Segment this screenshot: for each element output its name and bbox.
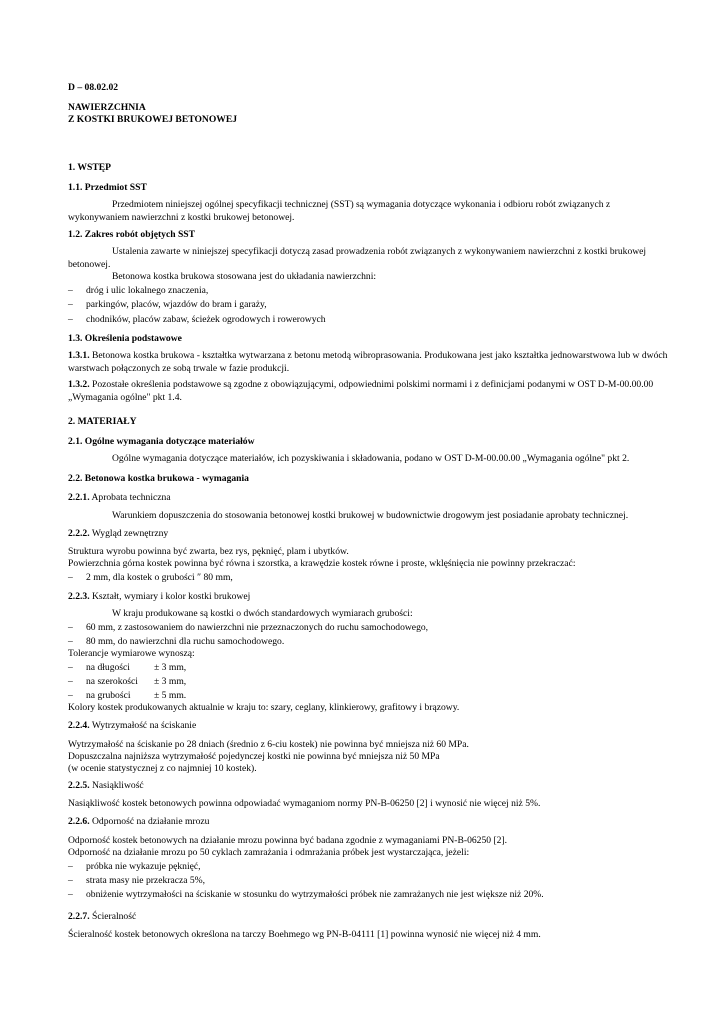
section-heading-1-1: 1.1. Przedmiot SST: [68, 182, 147, 193]
list-dash: –: [68, 314, 73, 325]
paragraph-2-2-4-line-3: (w ocenie statystycznej z co najmniej 10 kostek).: [68, 763, 257, 774]
section-heading-1: 1. WSTĘP: [68, 162, 112, 173]
colors-paragraph: Kolory kostek produkowanych aktualnie w kraju to: szary, ceglany, klinkierowy, grafitowy i brązowy.: [68, 702, 460, 713]
section-heading-2: 2. MATERIAŁY: [68, 416, 137, 427]
paragraph-text: Pozostałe określenia podstawowe są zgodne z obowiązującymi, odpowiednimi polskimi normami i z definicjami podanymi w OST D-M-00.00.00 „Wymagania ogólne" pkt 1.4.: [68, 379, 654, 403]
subsection-number: 2.2.6.: [68, 816, 90, 827]
tolerance-label: na szerokości: [86, 676, 138, 687]
paragraph-2-2-1: Warunkiem dopuszczenia do stosowania betonowej kostki brukowej w budownictwie drogowym jest posiadanie aprobaty technicznej.: [112, 510, 629, 521]
paragraph-2-2-6-line-2: Odporność na działanie mrozu po 50 cyklach zamrażania i odmrażania próbek jest wystarczająca, jeżeli:: [68, 847, 470, 858]
list-dash: –: [68, 285, 73, 296]
section-heading-2-1: 2.1. Ogólne wymagania dotyczące materiałów: [68, 436, 255, 447]
subsection-title: Wytrzymałość na ściskanie: [91, 720, 197, 731]
section-heading-2-2: 2.2. Betonowa kostka brukowa - wymagania: [68, 473, 249, 484]
paragraph-2-1: Ogólne wymagania dotyczące materiałów, ich pozyskiwania i składowania, podano w OST D-M-00.00.00 „Wymagania ogólne" pkt 2.: [112, 453, 630, 464]
list-dash: –: [68, 299, 73, 310]
paragraph-2-2-4-line-2: Dopuszczalna najniższa wytrzymałość pojedynczej kostki nie powinna być mniejsza niż 50 MPa: [68, 751, 440, 762]
tolerance-value: ± 3 mm,: [154, 676, 187, 687]
paragraph-2-2-5: Nasiąkliwość kostek betonowych powinna odpowiadać wymaganiom normy PN-B-06250 [2] i wynosić nie więcej niż 5%.: [68, 798, 541, 809]
subsection-2-2-7-heading: [68, 911, 136, 924]
tolerance-value: ± 5 mm.: [154, 690, 187, 701]
subsection-number: 2.2.7.: [68, 911, 90, 922]
tolerance-intro: Tolerancje wymiarowe wynoszą:: [68, 648, 195, 659]
tolerance-value: ± 3 mm,: [154, 662, 187, 673]
subsection-number: 2.2.2.: [68, 528, 90, 539]
list-item: 60 mm, z zastosowaniem do nawierzchni nie przeznaczonych do ruchu samochodowego,: [86, 622, 429, 633]
paragraph-1-2-intro: Betonowa kostka brukowa stosowana jest do układania nawierzchni:: [112, 271, 377, 282]
section-heading-1-2: 1.2. Zakres robót objętych SST: [68, 229, 196, 240]
list-item: 2 mm, dla kostek o grubości ″ 80 mm,: [86, 572, 233, 583]
subsection-title: Nasiąkliwość: [92, 780, 144, 791]
subsection-2-2-4-heading: [68, 720, 196, 733]
paragraph-2-2-2-line-2: Powierzchnia górna kostek powinna być równa i szorstka, a krawędzie kostek równe i proste, wklęśnięcia nie powinny przekraczać:: [68, 558, 576, 569]
list-dash: –: [68, 889, 73, 900]
subsection-2-2-6-heading: [68, 816, 209, 829]
list-dash: –: [68, 572, 73, 583]
subsection-2-2-1-heading: [68, 492, 171, 505]
list-item: strata masy nie przekracza 5%,: [86, 875, 206, 886]
paragraph-1-2: Ustalenia zawarte w niniejszej specyfikacji dotyczą zasad prowadzenia robót związanych z wykonywaniem nawierzchni z kostki brukowej betonowej.: [68, 246, 647, 270]
list-dash: –: [68, 636, 73, 647]
subsection-title: Odporność na działanie mrozu: [92, 816, 210, 827]
list-dash: –: [68, 690, 73, 701]
tolerance-label: na grubości: [86, 690, 131, 701]
document-title-line-1: NAWIERZCHNIA: [68, 102, 146, 113]
list-dash: –: [68, 662, 73, 673]
subsection-2-2-3-heading: [68, 591, 250, 604]
section-heading-1-3: 1.3. Określenia podstawowe: [68, 333, 182, 344]
subsection-number: 1.3.2.: [68, 379, 90, 390]
list-item: 80 mm, do nawierzchni dla ruchu samochodowego.: [86, 636, 285, 647]
list-item: próbka nie wykazuje pęknięć,: [86, 861, 201, 872]
subsection-number: 2.2.5.: [68, 780, 90, 791]
paragraph-2-2-2-line-1: Struktura wyrobu powinna być zwarta, bez rys, pęknięć, plam i ubytków.: [68, 546, 349, 557]
paragraph-1-3-2: [68, 379, 668, 404]
tolerance-label: na długości: [86, 662, 130, 673]
subsection-number: 2.2.4.: [68, 720, 90, 731]
paragraph-1-3-1: [68, 350, 668, 375]
list-dash: –: [68, 861, 73, 872]
paragraph-1-1: Przedmiotem niniejszej ogólnej specyfikacji technicznej (SST) są wymagania dotyczące wykonania i odbioru robót związanych z wykonywaniem nawierzchni z kostki brukowej betonowej.: [68, 199, 611, 223]
paragraph-2-2-3-intro: W kraju produkowane są kostki o dwóch standardowych wymiarach grubości:: [112, 608, 413, 619]
subsection-title: Kształt, wymiary i kolor kostki brukowej: [92, 591, 251, 602]
list-item: chodników, placów zabaw, ścieżek ogrodowych i rowerowych: [86, 314, 326, 325]
list-item: obniżenie wytrzymałości na ściskanie w stosunku do wytrzymałości próbek nie zamrażanych nie jest większe niż 20%.: [86, 889, 544, 900]
paragraph-2-2-4-line-1: Wytrzymałość na ściskanie po 28 dniach (średnio z 6-ciu kostek) nie powinna być mniejsza niż 60 MPa.: [68, 739, 469, 750]
list-dash: –: [68, 622, 73, 633]
subsection-title: Wygląd zewnętrzny: [91, 528, 169, 539]
document-title-line-2: Z KOSTKI BRUKOWEJ BETONOWEJ: [68, 114, 238, 125]
list-item: parkingów, placów, wjazdów do bram i garaży,: [86, 299, 267, 310]
paragraph-2-2-7: Ścieralność kostek betonowych określona na tarczy Boehmego wg PN-B-04111 [1] powinna wynosić nie więcej niż 4 mm.: [68, 929, 541, 940]
list-dash: –: [68, 875, 73, 886]
subsection-number: 2.2.3.: [68, 591, 90, 602]
list-dash: –: [68, 676, 73, 687]
subsection-2-2-2-heading: [68, 528, 168, 541]
subsection-title: Ścieralność: [92, 911, 137, 922]
subsection-number: 2.2.1.: [68, 492, 90, 503]
subsection-number: 1.3.1.: [68, 350, 90, 361]
paragraph-2-2-6-line-1: Odporność kostek betonowych na działanie mrozu powinna być badana zgodnie z wymaganiami PN-B-06250 [2].: [68, 835, 508, 846]
list-item: dróg i ulic lokalnego znaczenia,: [86, 285, 209, 296]
subsection-2-2-5-heading: [68, 780, 144, 793]
document-code: D – 08.02.02: [68, 82, 119, 93]
paragraph-text: Betonowa kostka brukowa - kształtka wytwarzana z betonu metodą wibroprasowania. Produkowana jest jako kształtka jednowarstwowa lub w dwóch warstwach połączonych ze sobą trwale w fazie produkcji.: [68, 350, 668, 374]
subsection-title: Aprobata techniczna: [91, 492, 171, 503]
